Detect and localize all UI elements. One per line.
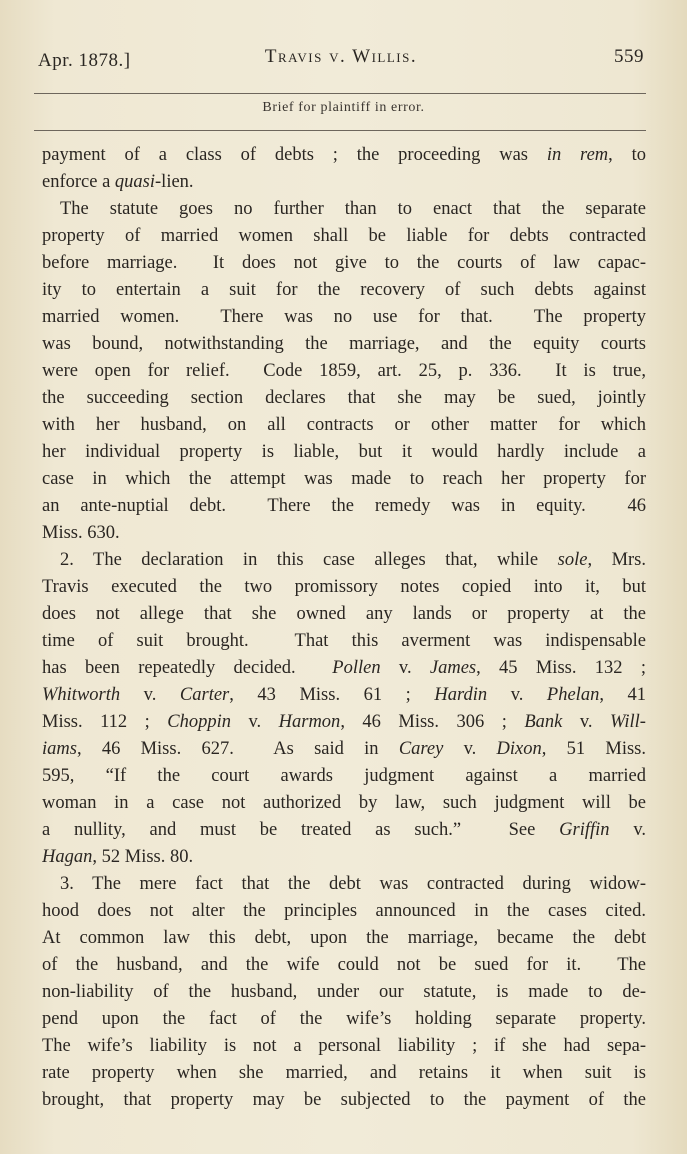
text-line <box>42 655 646 682</box>
text-line <box>42 1060 646 1087</box>
text-line <box>42 250 646 277</box>
text-segment: were open for relief. Code 1859, art. 25, p. 336. It is true, <box>42 361 646 381</box>
italic-text-segment: Dixon <box>496 739 542 759</box>
text-segment: does not allege that she owned any lands or property at the <box>42 604 646 624</box>
text-segment: case in which the attempt was made to reach her property for <box>42 469 646 489</box>
text-line <box>42 223 646 250</box>
text-segment: woman in a case not authorized by law, such judgment will be <box>42 793 646 813</box>
body-text <box>42 142 646 1114</box>
text-segment: At common law this debt, upon the marriage, became the debt <box>42 928 646 948</box>
text-segment: hood does not alter the principles announced in the cases cited. <box>42 901 646 921</box>
text-segment: , 46 Miss. 306 ; <box>340 712 525 732</box>
text-segment: ity to entertain a suit for the recovery of such debts against <box>42 280 646 300</box>
italic-text-segment: Pollen <box>332 658 381 678</box>
italic-text-segment: sole <box>557 550 588 570</box>
text-line <box>42 979 646 1006</box>
text-segment: , 45 Miss. 132 ; <box>476 658 646 678</box>
text-segment: an ante-nuptial debt. There the remedy was in equity. 46 <box>42 496 646 516</box>
italic-text-segment: James <box>429 658 477 678</box>
text-line <box>42 1087 646 1114</box>
section-subhead: Brief for plaintiff in error. <box>262 100 425 115</box>
text-line <box>42 439 646 466</box>
text-line <box>42 358 646 385</box>
text-segment: , to <box>608 145 646 165</box>
text-segment: 595, “If the court awards judgment against a married <box>42 766 646 786</box>
text-segment: Miss. 630. <box>42 523 120 543</box>
text-line <box>42 682 646 709</box>
italic-text-segment: Carter <box>179 685 230 705</box>
text-line <box>42 196 646 223</box>
text-line <box>42 277 646 304</box>
text-segment: enforce a <box>42 172 115 192</box>
italic-text-segment: Hardin <box>434 685 488 705</box>
text-segment: rate property when she married, and retains it when suit is <box>42 1063 646 1083</box>
text-segment: , 46 Miss. 627. As said in <box>76 739 399 759</box>
text-line <box>42 898 646 925</box>
italic-text-segment: Will- <box>610 712 646 732</box>
italic-text-segment: Hagan <box>42 847 93 867</box>
header-rule-bottom <box>34 130 646 131</box>
text-line <box>42 169 646 196</box>
text-segment: her individual property is liable, but it would hardly include a <box>42 442 646 462</box>
text-segment: brought, that property may be subjected to the payment of the <box>42 1090 646 1110</box>
text-segment: married women. There was no use for that. The property <box>42 307 646 327</box>
text-line <box>42 763 646 790</box>
text-segment: v. <box>609 820 646 840</box>
italic-text-segment: Phelan <box>546 685 600 705</box>
text-line <box>42 385 646 412</box>
text-line <box>42 952 646 979</box>
running-head <box>38 44 644 78</box>
text-segment: non-liability of the husband, under our statute, is made to de- <box>42 982 646 1002</box>
text-line <box>42 844 646 871</box>
text-segment: with her husband, on all contracts or other matter for which <box>42 415 646 435</box>
text-segment: v. <box>487 685 547 705</box>
text-segment: Travis executed the two promissory notes copied into it, but <box>42 577 646 597</box>
italic-text-segment: in rem <box>546 145 609 165</box>
text-segment: The wife’s liability is not a personal liability ; if she had sepa- <box>42 1036 646 1056</box>
text-segment: payment of a class of debts ; the proceeding was <box>42 145 547 165</box>
text-line <box>42 412 646 439</box>
text-segment: was bound, notwithstanding the marriage, and the equity courts <box>42 334 646 354</box>
text-line <box>42 925 646 952</box>
text-segment: pend upon the fact of the wife’s holding separate property. <box>42 1009 646 1029</box>
text-line <box>42 628 646 655</box>
text-segment: v. <box>380 658 430 678</box>
text-line <box>42 547 646 574</box>
text-segment: property of married women shall be liable for debts contracted <box>42 226 646 246</box>
text-segment: -lien. <box>155 172 194 192</box>
text-line <box>42 331 646 358</box>
text-segment: , 52 Miss. 80. <box>92 847 194 867</box>
text-line <box>42 142 646 169</box>
text-line <box>42 1006 646 1033</box>
page-number: 559 <box>614 46 644 67</box>
text-segment: 2. The declaration in this case alleges that, while <box>60 550 558 570</box>
text-segment: , 43 Miss. 61 ; <box>229 685 435 705</box>
text-line <box>42 466 646 493</box>
italic-text-segment: Choppin <box>167 712 231 732</box>
text-segment: time of suit brought. That this averment was indispensable <box>42 631 646 651</box>
text-segment: , Mrs. <box>587 550 646 570</box>
text-segment: before marriage. It does not give to the courts of law capac- <box>42 253 646 273</box>
text-line <box>42 817 646 844</box>
text-segment: , 51 Miss. <box>541 739 646 759</box>
italic-text-segment: iams <box>42 739 77 759</box>
text-segment: v. <box>562 712 610 732</box>
italic-text-segment: Griffin <box>559 820 610 840</box>
text-line <box>42 1033 646 1060</box>
italic-text-segment: Bank <box>524 712 563 732</box>
text-line <box>42 304 646 331</box>
text-segment: v. <box>231 712 279 732</box>
header-rule-top <box>34 93 646 94</box>
text-segment: Miss. 112 ; <box>42 712 168 732</box>
text-segment: 3. The mere fact that the debt was contracted during widow- <box>60 874 646 894</box>
italic-text-segment: quasi <box>114 172 156 192</box>
text-line <box>42 520 646 547</box>
text-segment: has been repeatedly decided. <box>42 658 333 678</box>
text-segment: the succeeding section declares that she may be sued, jointly <box>42 388 646 408</box>
text-segment: The statute goes no further than to enact that the separate <box>60 199 646 219</box>
text-segment: a nullity, and must be treated as such.” See <box>42 820 560 840</box>
running-head-date: Apr. 1878.] <box>38 50 131 71</box>
running-head-case-title: Travis v. Willis. <box>264 46 418 67</box>
text-line <box>42 574 646 601</box>
text-line <box>42 871 646 898</box>
text-segment: v. <box>120 685 180 705</box>
text-line <box>42 601 646 628</box>
italic-text-segment: Carey <box>398 739 444 759</box>
text-segment: , 41 <box>599 685 646 705</box>
italic-text-segment: Whitworth <box>42 685 121 705</box>
text-segment: v. <box>443 739 497 759</box>
text-line <box>42 790 646 817</box>
text-line <box>42 709 646 736</box>
text-segment: of the husband, and the wife could not be sued for it. The <box>42 955 646 975</box>
text-line <box>42 493 646 520</box>
italic-text-segment: Harmon <box>278 712 341 732</box>
text-line <box>42 736 646 763</box>
